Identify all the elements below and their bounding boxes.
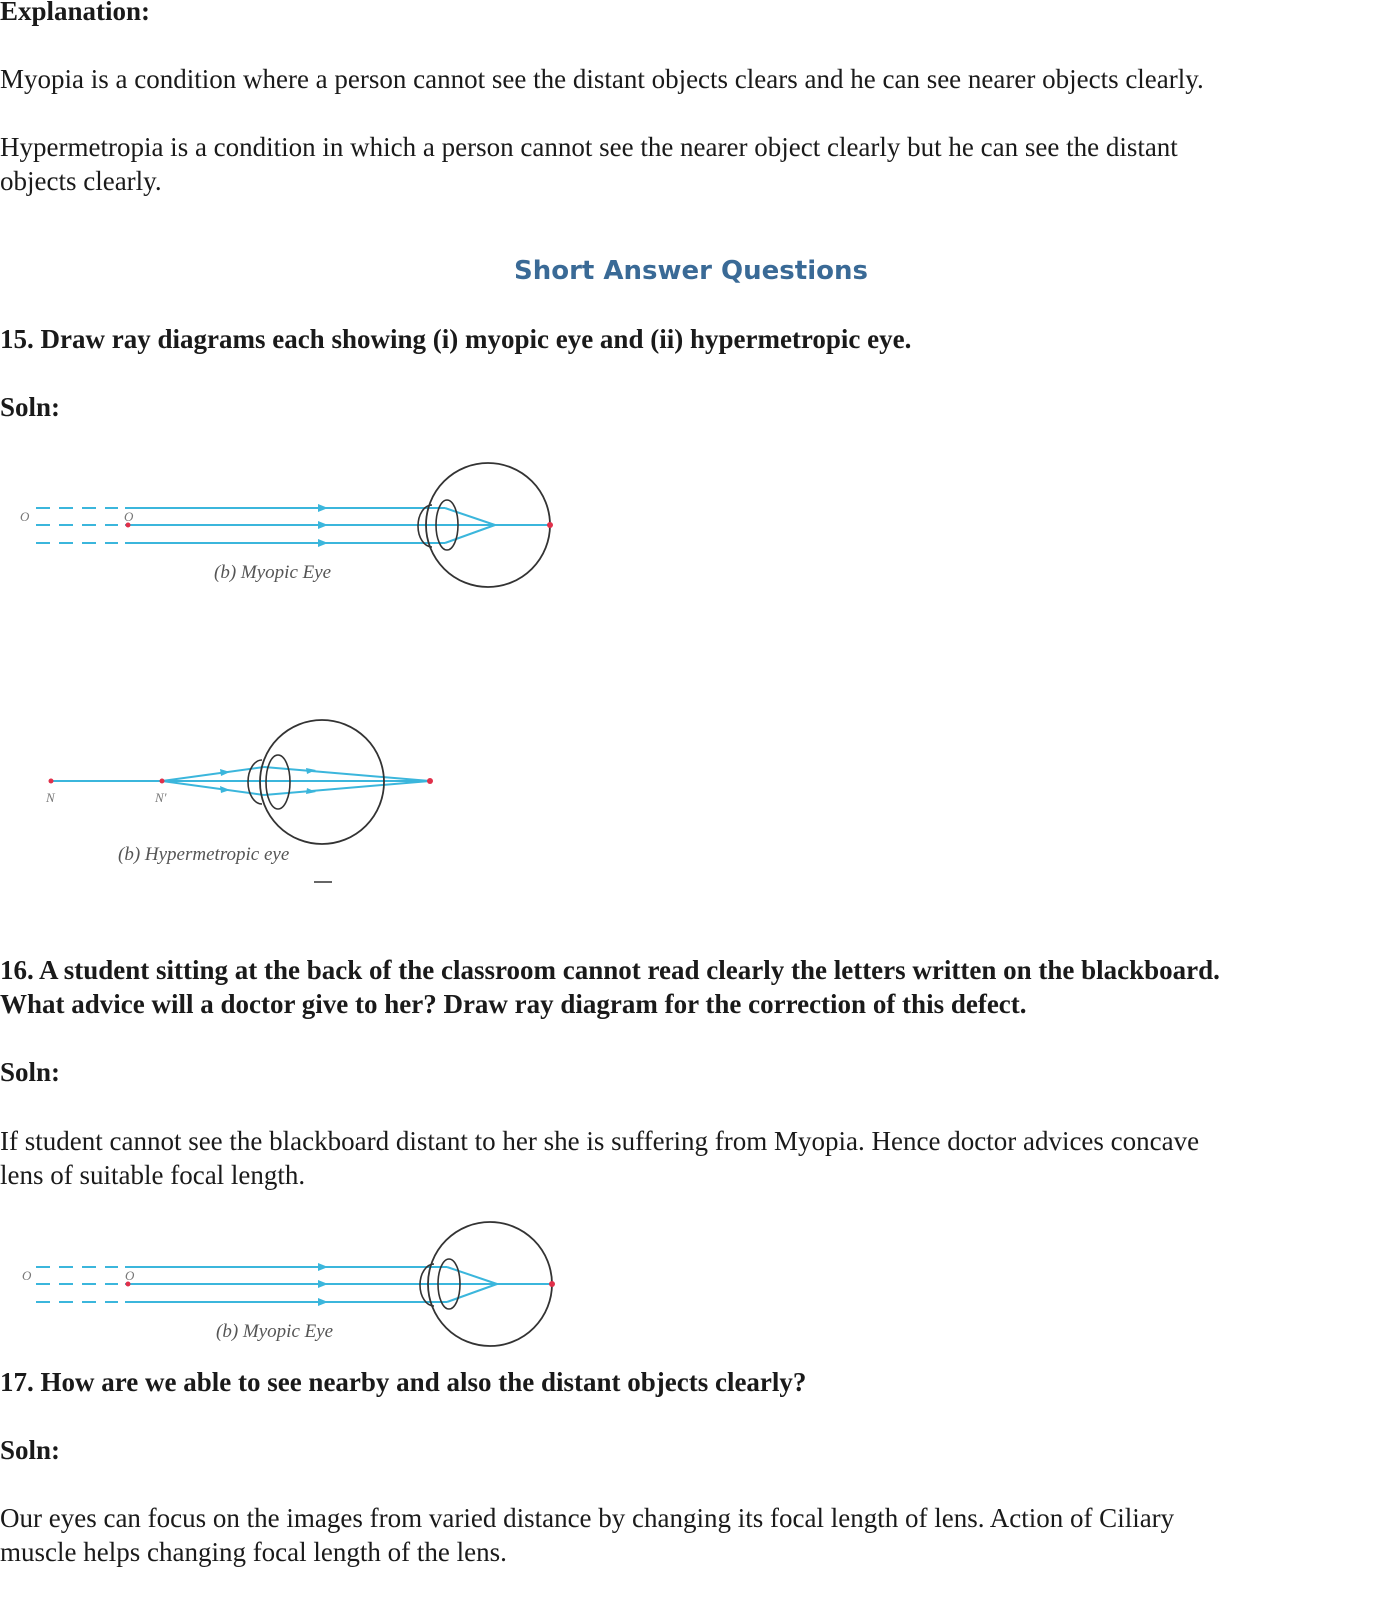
q16-soln-label: Soln:	[0, 1057, 61, 1087]
myopia-definition: Myopia is a condition where a person cannot see the distant objects clears and he can see nearer objects clearly.	[0, 64, 1204, 94]
refracted-ray-top	[447, 1267, 497, 1284]
focus-point	[547, 522, 553, 528]
figure-caption: (b) Hypermetropic eye	[118, 844, 290, 865]
arrow-head	[220, 769, 230, 776]
q16-answer-line2: lens of suitable focal length.	[0, 1160, 306, 1190]
question-16-line2: What advice will a doctor give to her? Draw ray diagram for the correction of this defect.	[0, 989, 1027, 1019]
myopic-eye-correction-diagram	[0, 1215, 580, 1355]
q16-answer-line1: If student cannot see the blackboard distant to her she is suffering from Myopia. Hence doctor advices concave	[0, 1126, 1200, 1156]
section-title: Short Answer Questions	[514, 256, 868, 286]
q17-answer-line1: Our eyes can focus on the images from varied distance by changing its focal length of lens. Action of Ciliary	[0, 1503, 1175, 1533]
point-n-label: N	[46, 790, 55, 805]
refracted-ray-bottom	[447, 1284, 497, 1302]
point-o-label: O	[22, 1268, 32, 1283]
figure-caption: (b) Myopic Eye	[214, 562, 332, 583]
question-17: 17. How are we able to see nearby and also the distant objects clearly?	[0, 1367, 807, 1397]
hypermetropia-definition-line2: objects clearly.	[0, 166, 162, 196]
arrow-head	[220, 786, 230, 793]
explanation-heading: Explanation:	[0, 0, 151, 26]
arrow-head	[318, 1263, 328, 1271]
point-n-prime-label: N'	[155, 790, 167, 805]
point-o-label: O	[20, 509, 30, 524]
hypermetropic-eye-diagram	[0, 712, 460, 892]
refracted-ray-bottom	[445, 525, 495, 543]
question-15: 15. Draw ray diagrams each showing (i) myopic eye and (ii) hypermetropic eye.	[0, 324, 912, 354]
refracted-ray-top	[445, 508, 495, 525]
arrow-head	[318, 1280, 328, 1288]
arrow-head	[318, 1298, 328, 1306]
focus-point	[549, 1281, 555, 1287]
question-16-line1: 16. A student sitting at the back of the classroom cannot read clearly the letters written on the blackboard.	[0, 955, 1220, 985]
figure-caption: (b) Myopic Eye	[216, 1321, 334, 1342]
hypermetropia-definition-line1: Hypermetropia is a condition in which a person cannot see the nearer object clearly but he can see the distant	[0, 132, 1178, 162]
q15-soln-label: Soln:	[0, 392, 61, 422]
point-o-prime-label: O	[125, 1268, 135, 1283]
q17-answer-line2: muscle helps changing focal length of the lens.	[0, 1537, 507, 1567]
myopic-eye-diagram	[0, 455, 580, 595]
focus-point	[427, 778, 433, 784]
arrow-head	[318, 504, 328, 512]
object-point	[49, 779, 54, 784]
point-o-prime-label: O	[124, 509, 134, 524]
q17-soln-label: Soln:	[0, 1435, 61, 1465]
arrow-head	[318, 521, 328, 529]
near-point	[160, 779, 165, 784]
arrow-head	[318, 539, 328, 547]
